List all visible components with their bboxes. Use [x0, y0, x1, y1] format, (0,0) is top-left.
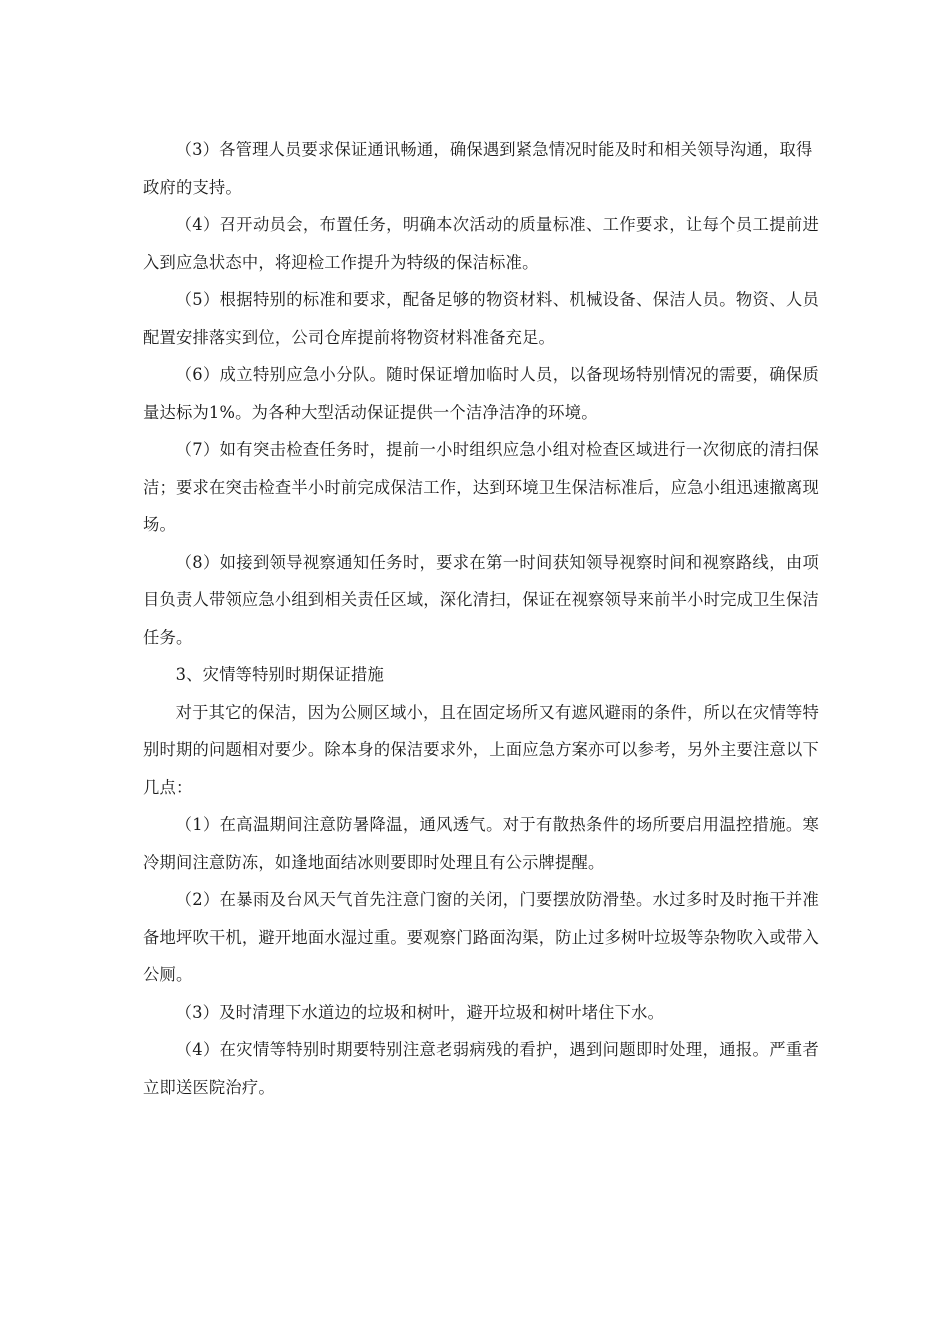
- intro-paragraph: 对于其它的保洁，因为公厕区域小，且在固定场所又有遮风避雨的条件，所以在灾情等特别时期的问题相对要少。除本身的保洁要求外，上面应急方案亦可以参考，另外主要注意以下几点：: [143, 702, 819, 797]
- document-page: [143, 131, 819, 1106]
- paragraph-item-3-communication: （3）各管理人员要求保证通讯畅通，确保遇到紧急情况时能及时和相关领导沟通，取得政府的支持。: [143, 140, 813, 197]
- paragraph-item-8-leader-visit: （8）如接到领导视察通知任务时，要求在第一时间获知领导视察时间和视察路线，由项目负责人带领应急小组到相关责任区域，深化清扫，保证在视察领导来前半小时完成卫生保洁任务。: [143, 552, 819, 647]
- paragraph-disaster-3-drainage: （3）及时清理下水道边的垃圾和树叶，避开垃圾和树叶堵住下水。: [175, 1002, 665, 1022]
- paragraph-disaster-1-heat-cold: （1）在高温期间注意防暑降温，通风透气。对于有散热条件的场所要启用温控措施。寒冷期间注意防冻，如逢地面结冰则要即时处理且有公示牌提醒。: [143, 815, 819, 872]
- paragraph-disaster-2-storm: （2）在暴雨及台风天气首先注意门窗的关闭，门要摆放防滑垫。水过多时及时拖干并准备地坪吹干机，避开地面水湿过重。要观察门路面沟渠，防止过多树叶垃圾等杂物吹入或带入公厕。: [143, 890, 819, 984]
- paragraph-item-6-emergency-team: （6）成立特别应急小分队。随时保证增加临时人员，以备现场特别情况的需要，确保质量达标为1%。为各种大型活动保证提供一个洁净洁净的环境。: [143, 365, 819, 422]
- section-heading: 3、灾情等特别时期保证措施: [175, 665, 384, 684]
- paragraph-item-5-materials: （5）根据特别的标准和要求，配备足够的物资材料、机械设备、保洁人员。物资、人员配置安排落实到位，公司仓库提前将物资材料准备充足。: [143, 290, 819, 347]
- paragraph-item-7-surprise-inspection: （7）如有突击检查任务时，提前一小时组织应急小组对检查区域进行一次彻底的清扫保洁；要求在突击检查半小时前完成保洁工作，达到环境卫生保洁标准后，应急小组迅速撤离现场。: [143, 440, 819, 534]
- paragraph-disaster-4-care: （4）在灾情等特别时期要特别注意老弱病残的看护，遇到问题即时处理，通报。严重者立即送医院治疗。: [143, 1040, 819, 1097]
- paragraph-item-4-mobilization: （4）召开动员会，布置任务，明确本次活动的质量标准、工作要求，让每个员工提前进入到应急状态中，将迎检工作提升为特级的保洁标准。: [143, 215, 819, 272]
